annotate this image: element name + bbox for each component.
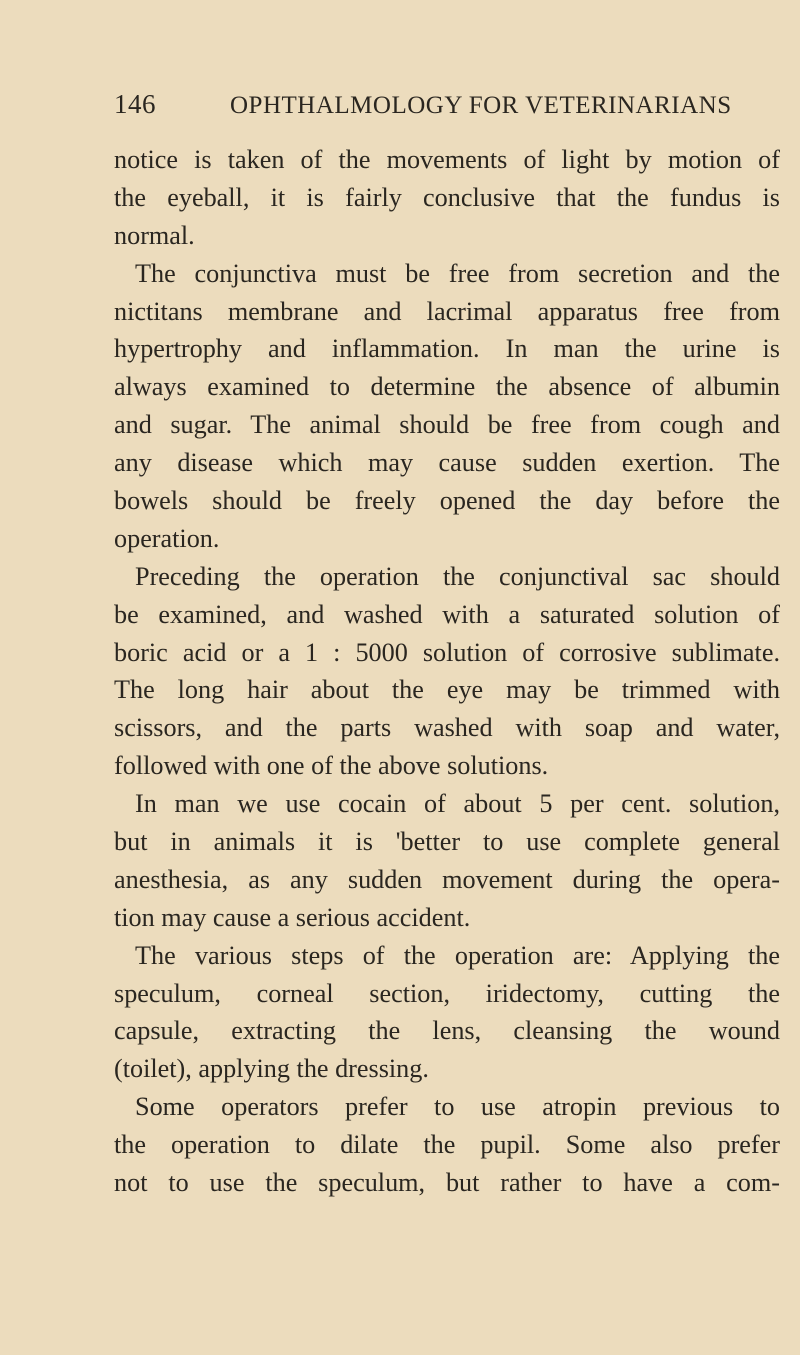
text-line: The conjunctiva must be free from secretion and the	[135, 258, 780, 288]
text-line: followed with one of the above solutions.	[114, 751, 549, 781]
text-line: boric acid or a 1 : 5000 solution of corrosive sublimate.	[114, 637, 780, 667]
text-line: the operation to dilate the pupil. Some also prefer	[114, 1130, 780, 1160]
text-line: any disease which may cause sudden exertion. The	[114, 448, 780, 478]
text-line: Some operators prefer to use atropin previous to	[135, 1092, 780, 1122]
page-number: 146	[114, 89, 156, 119]
text-line: operation.	[114, 523, 220, 553]
text-line: and sugar. The animal should be free from cough and	[114, 410, 780, 440]
text-line: capsule, extracting the lens, cleansing the wound	[114, 1016, 780, 1046]
text-line: Preceding the operation the conjunctival sac should	[135, 561, 780, 591]
text-line: not to use the speculum, but rather to have a com-	[114, 1168, 780, 1198]
body-text	[114, 141, 780, 1202]
text-line: hypertrophy and inflammation. In man the urine is	[114, 334, 780, 364]
text-line: anesthesia, as any sudden movement during the opera-	[114, 864, 780, 894]
text-line: The various steps of the operation are: Applying the	[135, 940, 780, 970]
text-line: the eyeball, it is fairly conclusive that the fundus is	[114, 182, 780, 212]
text-line: tion may cause a serious accident.	[114, 902, 471, 932]
text-line: normal.	[114, 220, 195, 250]
text-line: notice is taken of the movements of light by motion of	[114, 145, 780, 174]
running-title: OPHTHALMOLOGY FOR VETERINARIANS	[230, 92, 732, 119]
text-line: The long hair about the eye may be trimmed with	[114, 675, 780, 705]
text-line: be examined, and washed with a saturated solution of	[114, 599, 780, 629]
text-line: (toilet), applying the dressing.	[114, 1054, 429, 1084]
text-line: scissors, and the parts washed with soap and water,	[114, 713, 780, 743]
text-line: but in animals it is 'better to use complete general	[114, 827, 780, 857]
page-header	[114, 86, 734, 122]
text-line: nictitans membrane and lacrimal apparatus free from	[114, 296, 780, 326]
text-line: In man we use cocain of about 5 per cent. solution,	[135, 789, 780, 819]
text-line: speculum, corneal section, iridectomy, cutting the	[114, 978, 780, 1008]
text-line: always examined to determine the absence of albumin	[114, 372, 780, 402]
text-line: bowels should be freely opened the day before the	[114, 486, 780, 516]
